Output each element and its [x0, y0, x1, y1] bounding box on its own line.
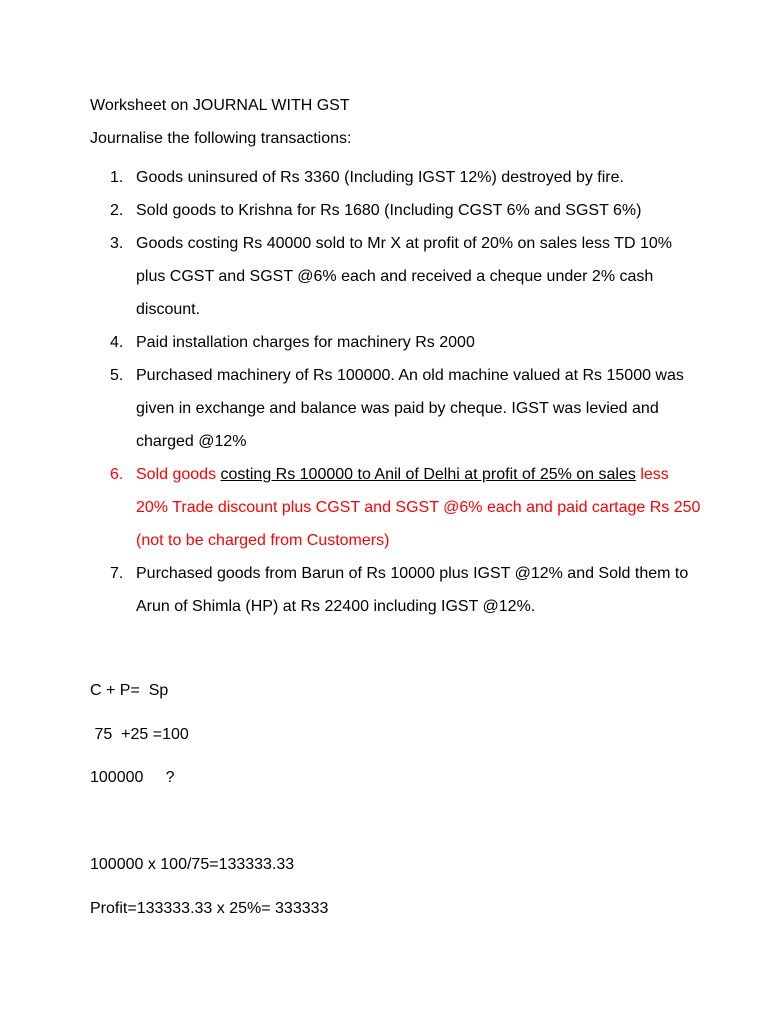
list-item-6 [90, 458, 701, 557]
item-line: Purchased machinery of Rs 100000. An old machine valued at Rs 15000 was [136, 367, 684, 384]
item-number: 2. [110, 202, 124, 219]
item-line: given in exchange and balance was paid by cheque. IGST was levied and [136, 400, 659, 417]
calc-line-3: 100000 ? [90, 769, 175, 786]
item-text-red: Sold goods [136, 466, 221, 483]
item-line: 20% Trade discount plus CGST and SGST @6% each and paid cartage Rs 250 [136, 499, 701, 516]
item-line: Paid installation charges for machinery Rs 2000 [136, 334, 475, 351]
item-line: discount. [136, 301, 201, 318]
item-number: 5. [110, 367, 124, 384]
list-item-1 [90, 161, 690, 194]
calc-line-1: C + P= Sp [90, 682, 169, 699]
item-line: charged @12% [136, 433, 247, 450]
item-number: 3. [110, 235, 124, 252]
list-item-5 [90, 359, 690, 458]
item-line: Sold goods to Krishna for Rs 1680 (Including CGST 6% and SGST 6%) [136, 202, 642, 219]
calc-line-4: 100000 x 100/75=133333.33 [90, 856, 295, 873]
item-line: Goods costing Rs 40000 sold to Mr X at profit of 20% on sales less TD 10% [136, 235, 672, 252]
item-line: (not to be charged from Customers) [136, 532, 390, 549]
item-line: Goods uninsured of Rs 3360 (Including IGST 12%) destroyed by fire. [136, 169, 624, 186]
item-text-underlined: costing Rs 100000 to Anil of Delhi at profit of 25% on sales [220, 466, 636, 483]
list-item-3 [90, 227, 690, 326]
transaction-list [90, 161, 701, 623]
list-item-2 [90, 194, 690, 227]
calc-line-2: 75 +25 =100 [90, 726, 189, 743]
instruction-text: Journalise the following transactions: [90, 130, 352, 147]
worksheet-title: Worksheet on JOURNAL WITH GST [90, 97, 350, 114]
item-line [136, 458, 690, 491]
item-line: Arun of Shimla (HP) at Rs 22400 including IGST @12%. [136, 598, 536, 615]
item-text-red: less [635, 466, 669, 483]
item-line: plus CGST and SGST @6% each and received a cheque under 2% cash [136, 268, 654, 285]
item-number: 6. [110, 466, 124, 483]
item-number: 1. [110, 169, 124, 186]
item-number: 7. [110, 565, 124, 582]
list-item-7 [90, 557, 690, 623]
list-item-4 [90, 326, 690, 359]
item-number: 4. [110, 334, 124, 351]
item-line: Purchased goods from Barun of Rs 10000 plus IGST @12% and Sold them to [136, 565, 689, 582]
calc-line-5: Profit=133333.33 x 25%= 333333 [90, 900, 329, 917]
